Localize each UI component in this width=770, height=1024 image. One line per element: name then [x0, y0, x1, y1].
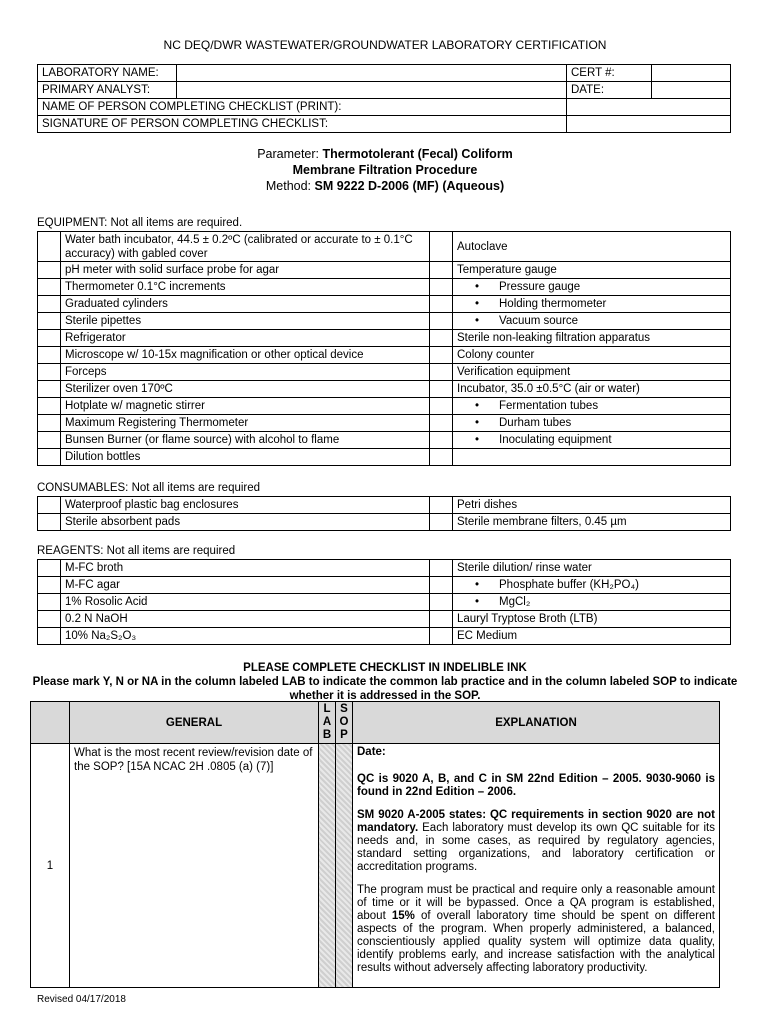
checkbox-cell[interactable] — [430, 296, 453, 313]
equipment-item — [453, 449, 731, 466]
reagents-row — [38, 560, 731, 577]
equipment-item: Verification equipment — [453, 364, 731, 381]
equipment-row — [38, 313, 731, 330]
equipment-item: Autoclave — [453, 232, 731, 262]
checkbox-cell[interactable] — [38, 279, 61, 296]
equipment-item: Dilution bottles — [61, 449, 430, 466]
cert-label: CERT #: — [567, 65, 652, 82]
lab-name-label: LABORATORY NAME: — [38, 65, 177, 82]
sop-response-cell[interactable] — [336, 744, 353, 988]
equipment-item: Thermometer 0.1°C increments — [61, 279, 430, 296]
equipment-row — [38, 449, 731, 466]
parameter-label: Parameter: — [257, 147, 323, 161]
checkbox-cell[interactable] — [38, 347, 61, 364]
checkbox-cell[interactable] — [430, 232, 453, 262]
revision-date: Revised 04/17/2018 — [37, 994, 126, 1005]
item-number: 1 — [31, 744, 70, 988]
date-field[interactable] — [652, 82, 731, 99]
reagents-row — [38, 577, 731, 594]
checkbox-cell[interactable] — [430, 611, 453, 628]
equipment-row — [38, 347, 731, 364]
checkbox-cell[interactable] — [430, 262, 453, 279]
equipment-item: pH meter with solid surface probe for agar — [61, 262, 430, 279]
equipment-item: Microscope w/ 10-15x magnification or other optical device — [61, 347, 430, 364]
equipment-item: Temperature gauge — [453, 262, 731, 279]
equipment-item: Graduated cylinders — [61, 296, 430, 313]
reagents-row — [38, 628, 731, 645]
consumables-row — [38, 514, 731, 531]
cert-field[interactable] — [652, 65, 731, 82]
instructions-line2: Please mark Y, N or NA in the column labeled LAB to indicate the common lab practice and in the column labeled SOP to indicate whether it is addressed in the SOP. — [32, 676, 738, 702]
checkbox-cell[interactable] — [430, 381, 453, 398]
equipment-item: • Fermentation tubes — [453, 398, 731, 415]
item-explanation — [353, 744, 720, 988]
checkbox-cell[interactable] — [430, 330, 453, 347]
checkbox-cell[interactable] — [430, 594, 453, 611]
equipment-item: Sterile pipettes — [61, 313, 430, 330]
checklist-table — [30, 701, 720, 988]
equipment-row — [38, 296, 731, 313]
equipment-item: • Holding thermometer — [453, 296, 731, 313]
equipment-row — [38, 262, 731, 279]
explanation-header: EXPLANATION — [353, 702, 720, 744]
parameter-block — [0, 146, 770, 194]
date-label: DATE: — [567, 82, 652, 99]
checkbox-cell[interactable] — [430, 560, 453, 577]
reagents-table — [37, 559, 731, 645]
checkbox-cell[interactable] — [430, 279, 453, 296]
equipment-row — [38, 330, 731, 347]
num-header — [31, 702, 70, 744]
checkbox-cell[interactable] — [38, 415, 61, 432]
checkbox-cell[interactable] — [38, 232, 61, 262]
equipment-item: Incubator, 35.0 ±0.5°C (air or water) — [453, 381, 731, 398]
person-print-field[interactable] — [567, 99, 731, 116]
instructions — [30, 661, 740, 703]
procedure-name: Membrane Filtration Procedure — [292, 163, 478, 177]
checkbox-cell[interactable] — [430, 514, 453, 531]
equipment-item: Water bath incubator, 44.5 ± 0.2ºC (calibrated or accurate to ± 0.1°C accuracy) with gabled cover — [61, 232, 430, 262]
instructions-line1: PLEASE COMPLETE CHECKLIST IN INDELIBLE INK — [243, 662, 527, 674]
equipment-item: Maximum Registering Thermometer — [61, 415, 430, 432]
checkbox-cell[interactable] — [430, 364, 453, 381]
consumables-item: Sterile membrane filters, 0.45 µm — [453, 514, 731, 531]
checkbox-cell[interactable] — [38, 398, 61, 415]
analyst-label: PRIMARY ANALYST: — [38, 82, 177, 99]
equipment-item: • Pressure gauge — [453, 279, 731, 296]
equipment-row — [38, 398, 731, 415]
reagents-item: Sterile dilution/ rinse water — [453, 560, 731, 577]
checkbox-cell[interactable] — [430, 415, 453, 432]
checkbox-cell[interactable] — [430, 313, 453, 330]
reagents-label: REAGENTS: Not all items are required — [37, 545, 236, 557]
equipment-row — [38, 381, 731, 398]
reagents-item: M-FC broth — [61, 560, 430, 577]
qc-reference: QC is 9020 A, B, and C in SM 22nd Edition – 2005. 9030-9060 is found in 22nd Edition – 2006. — [357, 773, 715, 798]
equipment-item: Sterile non-leaking filtration apparatus — [453, 330, 731, 347]
method-value: SM 9222 D-2006 (MF) (Aqueous) — [314, 179, 505, 193]
general-header: GENERAL — [70, 702, 319, 744]
equipment-row — [38, 415, 731, 432]
consumables-item: Petri dishes — [453, 497, 731, 514]
consumables-item: Sterile absorbent pads — [61, 514, 430, 531]
checkbox-cell[interactable] — [38, 449, 61, 466]
reagents-item: EC Medium — [453, 628, 731, 645]
checkbox-cell[interactable] — [38, 594, 61, 611]
checkbox-cell[interactable] — [38, 313, 61, 330]
lab-header: L A B — [319, 702, 336, 744]
consumables-row — [38, 497, 731, 514]
checkbox-cell[interactable] — [430, 432, 453, 449]
checkbox-cell[interactable] — [38, 628, 61, 645]
checkbox-cell[interactable] — [38, 432, 61, 449]
reagents-item: • MgCl₂ — [453, 594, 731, 611]
sop-header: S O P — [336, 702, 353, 744]
program-statement: The program must be practical and require only a reasonable amount of time or it will be bypassed. Once a QA program is established, about 15% of overall laboratory time should be spent on different aspects of the program. When properly administered, a balanced, conscientiously applied quality system will optimize data quality, identify problems early, and increase satisfaction with the analytical results without adversely affecting laboratory productivity. — [357, 884, 715, 974]
checkbox-cell[interactable] — [38, 577, 61, 594]
consumables-item: Waterproof plastic bag enclosures — [61, 497, 430, 514]
checkbox-cell[interactable] — [430, 577, 453, 594]
equipment-row — [38, 364, 731, 381]
lab-response-cell[interactable] — [319, 744, 336, 988]
reagents-row — [38, 611, 731, 628]
equipment-item: Bunsen Burner (or flame source) with alcohol to flame — [61, 432, 430, 449]
lab-info-table — [37, 64, 731, 133]
parameter-value: Thermotolerant (Fecal) Coliform — [322, 147, 513, 161]
reagents-item: 10% Na₂S₂O₃ — [61, 628, 430, 645]
page-title: NC DEQ/DWR WASTEWATER/GROUNDWATER LABORATORY CERTIFICATION — [163, 38, 607, 52]
checkbox-cell[interactable] — [38, 560, 61, 577]
equipment-row — [38, 432, 731, 449]
reagents-item: M-FC agar — [61, 577, 430, 594]
lab-name-field[interactable] — [177, 65, 567, 82]
equipment-table — [37, 231, 731, 466]
checkbox-cell[interactable] — [430, 449, 453, 466]
checkbox-cell[interactable] — [430, 497, 453, 514]
reagents-row — [38, 594, 731, 611]
checkbox-cell[interactable] — [38, 611, 61, 628]
equipment-item: • Inoculating equipment — [453, 432, 731, 449]
signature-field[interactable] — [567, 116, 731, 133]
item-question: What is the most recent review/revision date of the SOP? [15A NCAC 2H .0805 (a) (7)] — [70, 744, 319, 988]
consumables-label: CONSUMABLES: Not all items are required — [37, 482, 261, 494]
equipment-item: Hotplate w/ magnetic stirrer — [61, 398, 430, 415]
checkbox-cell[interactable] — [430, 398, 453, 415]
checkbox-cell[interactable] — [38, 296, 61, 313]
checkbox-cell[interactable] — [38, 262, 61, 279]
checkbox-cell[interactable] — [38, 330, 61, 347]
analyst-field[interactable] — [177, 82, 567, 99]
consumables-table — [37, 496, 731, 531]
checkbox-cell[interactable] — [38, 381, 61, 398]
equipment-item: • Vacuum source — [453, 313, 731, 330]
equipment-label: EQUIPMENT: Not all items are required. — [37, 217, 243, 229]
checkbox-cell[interactable] — [38, 497, 61, 514]
equipment-item: Sterilizer oven 170ºC — [61, 381, 430, 398]
checkbox-cell[interactable] — [38, 514, 61, 531]
equipment-item: Refrigerator — [61, 330, 430, 347]
checkbox-cell[interactable] — [430, 628, 453, 645]
method-label: Method: — [265, 179, 315, 193]
reagents-item: 1% Rosolic Acid — [61, 594, 430, 611]
reagents-item: • Phosphate buffer (KH₂PO₄) — [453, 577, 731, 594]
equipment-row — [38, 279, 731, 296]
equipment-item: Colony counter — [453, 347, 731, 364]
checkbox-cell[interactable] — [430, 347, 453, 364]
person-print-label: NAME OF PERSON COMPLETING CHECKLIST (PRINT): — [38, 99, 567, 116]
equipment-item: • Durham tubes — [453, 415, 731, 432]
date-prompt: Date: — [357, 746, 386, 758]
equipment-item: Forceps — [61, 364, 430, 381]
sm-statement: SM 9020 A-2005 states: QC requirements in section 9020 are not mandatory. Each laboratory must develop its own QC suitable for its needs and, in some cases, as required by regulatory agencies, standard setting organizations, and laboratory certification or accreditation programs. — [357, 809, 715, 873]
reagents-item: 0.2 N NaOH — [61, 611, 430, 628]
reagents-item: Lauryl Tryptose Broth (LTB) — [453, 611, 731, 628]
signature-label: SIGNATURE OF PERSON COMPLETING CHECKLIST: — [38, 116, 567, 133]
equipment-row — [38, 232, 731, 262]
checkbox-cell[interactable] — [38, 364, 61, 381]
